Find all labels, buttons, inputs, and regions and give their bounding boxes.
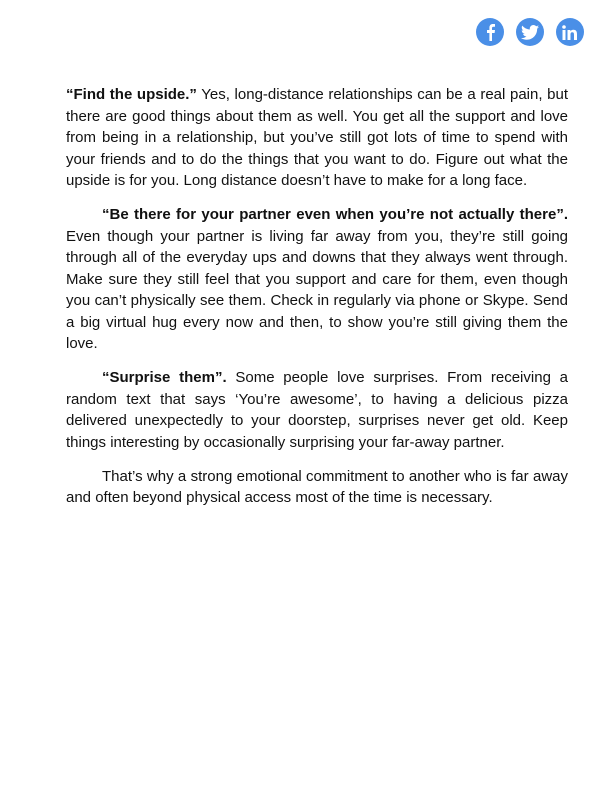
linkedin-icon[interactable] (556, 18, 584, 46)
paragraph-text: Some people love surprises. From receiving a random text that says ‘You’re awesome’, to having a delicious pizza delivered unexpectedly to your doorstep, surprises never get old. Keep things interesting by occasionally surprising your far-away partner. (66, 369, 569, 451)
paragraph-text: Yes, long-distance relationships can be a real pain, but there are good things about them as well. You get all the support and love from being in a relationship, but you’ve still got lots of time to spend with your friends and to do the things that you want to do. Figure out what the upside is for you. Long distance doesn’t have to make for a long face. (66, 86, 568, 189)
paragraph-heading: “Be there for your partner even when you’re not actually there”. (102, 206, 568, 223)
paragraph-conclusion (66, 466, 568, 509)
facebook-icon[interactable] (476, 18, 504, 46)
paragraph-surprise-them (66, 367, 568, 453)
paragraph-be-there (66, 204, 568, 355)
paragraph-text: That’s why a strong emotional commitment to another who is far away and often beyond physical access most of the time is necessary. (66, 467, 568, 506)
twitter-icon[interactable] (516, 18, 544, 46)
social-share-bar (476, 18, 584, 46)
paragraph-heading: “Find the upside.” (66, 86, 197, 103)
paragraph-text: Even though your partner is living far away from you, they’re still going through all of the everyday ups and downs that they always went through. Make sure they still feel that you support and care for them, even though you can’t physically see them. Check in regularly via phone or Skype. Send a big virtual hug every now and then, to show you’re still giving them the love. (66, 227, 568, 352)
paragraph-find-upside (66, 84, 568, 192)
paragraph-heading: “Surprise them”. (102, 369, 227, 386)
article-body (66, 84, 568, 521)
